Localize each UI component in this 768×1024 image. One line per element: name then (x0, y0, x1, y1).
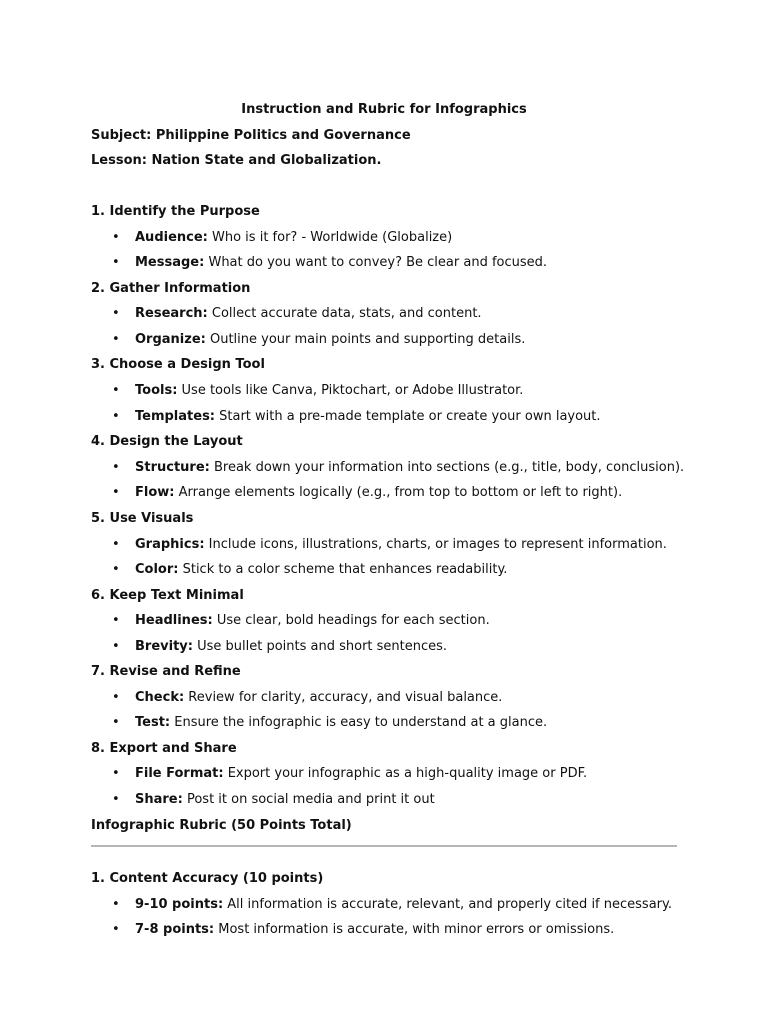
list-item-label: Graphics: (135, 537, 205, 552)
bullet-icon: • (112, 409, 120, 424)
list-item (112, 767, 587, 780)
list-item-label: Audience: (135, 230, 208, 245)
bullet-icon: • (112, 897, 120, 912)
bullet-icon: • (112, 460, 120, 475)
section-heading-revise-refine: 7. Revise and Refine (91, 664, 241, 679)
list-item-label: Brevity: (135, 639, 193, 654)
list-item (112, 691, 502, 704)
section-heading-use-visuals: 5. Use Visuals (91, 511, 194, 526)
list-item-text: Break down your information into sections (e.g., title, body, conclusion). (209, 460, 685, 475)
list-item-text: Post it on social media and print it out (182, 792, 435, 807)
section-heading-keep-text-minimal: 6. Keep Text Minimal (91, 588, 244, 603)
bullet-icon: • (112, 766, 120, 781)
list-item (112, 898, 672, 911)
section-heading-export-share: 8. Export and Share (91, 741, 237, 756)
lesson-line: Lesson: Nation State and Globalization. (91, 153, 382, 168)
bullet-icon: • (112, 792, 120, 807)
list-item (112, 486, 622, 499)
list-item-label: Research: (135, 306, 208, 321)
section-heading-identify-purpose: 1. Identify the Purpose (91, 204, 260, 219)
list-item-label: Templates: (135, 409, 216, 424)
list-item (112, 333, 525, 346)
bullet-icon: • (112, 562, 120, 577)
bullet-icon: • (112, 639, 120, 654)
list-item-label: File Format: (135, 766, 224, 781)
list-item (112, 307, 482, 320)
bullet-icon: • (112, 690, 120, 705)
list-item-text: Review for clarity, accuracy, and visual balance. (184, 690, 503, 705)
list-item-label: Test: (135, 715, 171, 730)
subject-line: Subject: Philippine Politics and Governance (91, 128, 411, 143)
bullet-icon: • (112, 230, 120, 245)
list-item-text: Start with a pre-made template or create your own layout. (215, 409, 601, 424)
list-item (112, 563, 507, 576)
bullet-icon: • (112, 485, 120, 500)
list-item-label: Flow: (135, 485, 175, 500)
list-item-label: Headlines: (135, 613, 213, 628)
section-heading-choose-design-tool: 3. Choose a Design Tool (91, 357, 265, 372)
list-item-text: Arrange elements logically (e.g., from top to bottom or left to right). (174, 485, 623, 500)
list-item-label: Tools: (135, 383, 178, 398)
list-item (112, 614, 490, 627)
list-item (112, 923, 614, 936)
list-item-text: What do you want to convey? Be clear and focused. (204, 255, 548, 270)
list-item (112, 256, 547, 269)
horizontal-divider (91, 845, 677, 847)
list-item-text: Use bullet points and short sentences. (192, 639, 448, 654)
list-item (112, 384, 523, 397)
list-item-text: Use clear, bold headings for each section. (212, 613, 490, 628)
list-item-text: Most information is accurate, with minor errors or omissions. (214, 922, 615, 937)
bullet-icon: • (112, 613, 120, 628)
section-heading-design-layout: 4. Design the Layout (91, 434, 243, 449)
list-item-label: 7-8 points: (135, 922, 215, 937)
list-item-text: Who is it for? - Worldwide (Globalize) (207, 230, 453, 245)
list-item-text: All information is accurate, relevant, and properly cited if necessary. (223, 897, 672, 912)
bullet-icon: • (112, 383, 120, 398)
section-heading-gather-information: 2. Gather Information (91, 281, 251, 296)
bullet-icon: • (112, 306, 120, 321)
bullet-icon: • (112, 715, 120, 730)
list-item-text: Include icons, illustrations, charts, or images to represent information. (204, 537, 667, 552)
bullet-icon: • (112, 537, 120, 552)
rubric-criterion-heading: 1. Content Accuracy (10 points) (91, 871, 324, 886)
list-item-text: Collect accurate data, stats, and content. (207, 306, 482, 321)
list-item-text: Ensure the infographic is easy to understand at a glance. (170, 715, 548, 730)
list-item (112, 793, 435, 806)
list-item-label: Check: (135, 690, 185, 705)
list-item (112, 538, 667, 551)
list-item-label: 9-10 points: (135, 897, 224, 912)
list-item (112, 231, 452, 244)
list-item (112, 716, 547, 729)
list-item-label: Share: (135, 792, 183, 807)
list-item (112, 461, 684, 474)
list-item (112, 410, 601, 423)
document-title: Instruction and Rubric for Infographics (241, 102, 527, 117)
list-item-label: Message: (135, 255, 205, 270)
list-item-label: Color: (135, 562, 179, 577)
list-item (112, 640, 447, 653)
list-item-text: Outline your main points and supporting details. (205, 332, 526, 347)
list-item-text: Stick to a color scheme that enhances readability. (178, 562, 508, 577)
bullet-icon: • (112, 255, 120, 270)
list-item-label: Organize: (135, 332, 206, 347)
list-item-text: Use tools like Canva, Piktochart, or Adobe Illustrator. (177, 383, 524, 398)
list-item-label: Structure: (135, 460, 210, 475)
rubric-heading: Infographic Rubric (50 Points Total) (91, 818, 352, 833)
bullet-icon: • (112, 922, 120, 937)
bullet-icon: • (112, 332, 120, 347)
list-item-text: Export your infographic as a high-quality image or PDF. (223, 766, 588, 781)
